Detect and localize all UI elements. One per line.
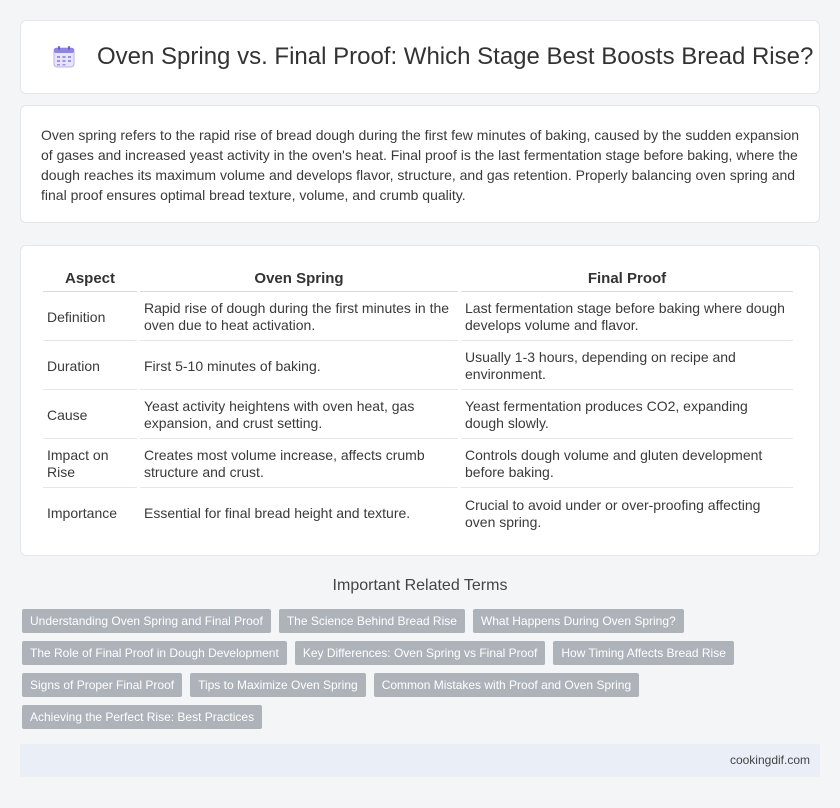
tag-row [22,609,802,633]
tag-link[interactable]: Common Mistakes with Proof and Oven Spring [374,673,639,697]
tag-link[interactable]: Key Differences: Oven Spring vs Final Proof [295,641,546,665]
table-header-row [43,268,793,292]
header-oven-spring: Oven Spring [140,268,458,292]
table-row [43,294,793,341]
page-title: Oven Spring vs. Final Proof: Which Stage Best Boosts Bread Rise? [97,43,814,70]
comparison-table [40,266,796,539]
footer-site-link[interactable]: cookingdif.com [729,753,810,767]
tag-link[interactable]: Understanding Oven Spring and Final Proof [22,609,271,633]
tag-link[interactable]: How Timing Affects Bread Rise [553,641,734,665]
table-row [43,343,793,390]
cell-aspect: Importance [47,505,118,521]
cell-aspect: Definition [43,294,137,341]
tag-link[interactable]: The Role of Final Proof in Dough Development [22,641,287,665]
tag-link[interactable]: Signs of Proper Final Proof [22,673,182,697]
tag-link[interactable]: Achieving the Perfect Rise: Best Practices [22,705,262,729]
tag-link[interactable]: What Happens During Oven Spring? [473,609,684,633]
comparison-table-card [20,245,820,556]
page-footer [20,744,820,777]
header-final-proof: Final Proof [461,268,793,292]
related-terms-title: Important Related Terms [332,577,508,594]
page-header [20,20,820,94]
cell-oven-spring: Essential for final bread height and texture. [144,505,411,521]
cell-final-proof: Last fermentation stage before baking where dough develops volume and flavor. [461,294,793,341]
table-row [43,441,793,488]
cell-oven-spring: First 5-10 minutes of baking. [140,343,458,390]
tag-row [22,641,802,665]
cell-final-proof: Crucial to avoid under or over-proofing affecting oven spring. [465,496,761,530]
related-terms-tags [22,609,802,737]
cell-aspect: Impact on Rise [43,441,137,488]
cell-final-proof: Yeast fermentation produces CO2, expanding dough slowly. [461,392,793,439]
cell-final-proof: Usually 1-3 hours, depending on recipe and environment. [461,343,793,390]
tag-link[interactable]: Tips to Maximize Oven Spring [190,673,366,697]
header-aspect: Aspect [43,268,137,292]
cell-aspect: Duration [43,343,137,390]
table-row [43,392,793,439]
tag-row [22,705,802,729]
table-row [43,490,793,537]
cell-oven-spring: Rapid rise of dough during the first minutes in the oven due to heat activation. [140,294,458,341]
intro-text: Oven spring refers to the rapid rise of bread dough during the first few minutes of baking, caused by the sudden expansion of gases and increased yeast activity in the oven's heat. Final proof is the last fermentation stage before baking, where the dough reaches its maximum volume and develops flavor, structure, and gas retention. Properly balancing oven spring and final proof ensures optimal bread texture, volume, and crumb quality. [41,127,800,203]
intro-section [20,105,820,223]
tag-link[interactable]: The Science Behind Bread Rise [279,609,465,633]
cell-final-proof: Controls dough volume and gluten development before baking. [461,441,793,488]
cell-oven-spring: Creates most volume increase, affects crumb structure and crust. [140,441,458,488]
cell-oven-spring: Yeast activity heightens with oven heat, gas expansion, and crust setting. [140,392,458,439]
calendar-icon [51,44,77,70]
cell-aspect: Cause [43,392,137,439]
tag-row [22,673,802,697]
